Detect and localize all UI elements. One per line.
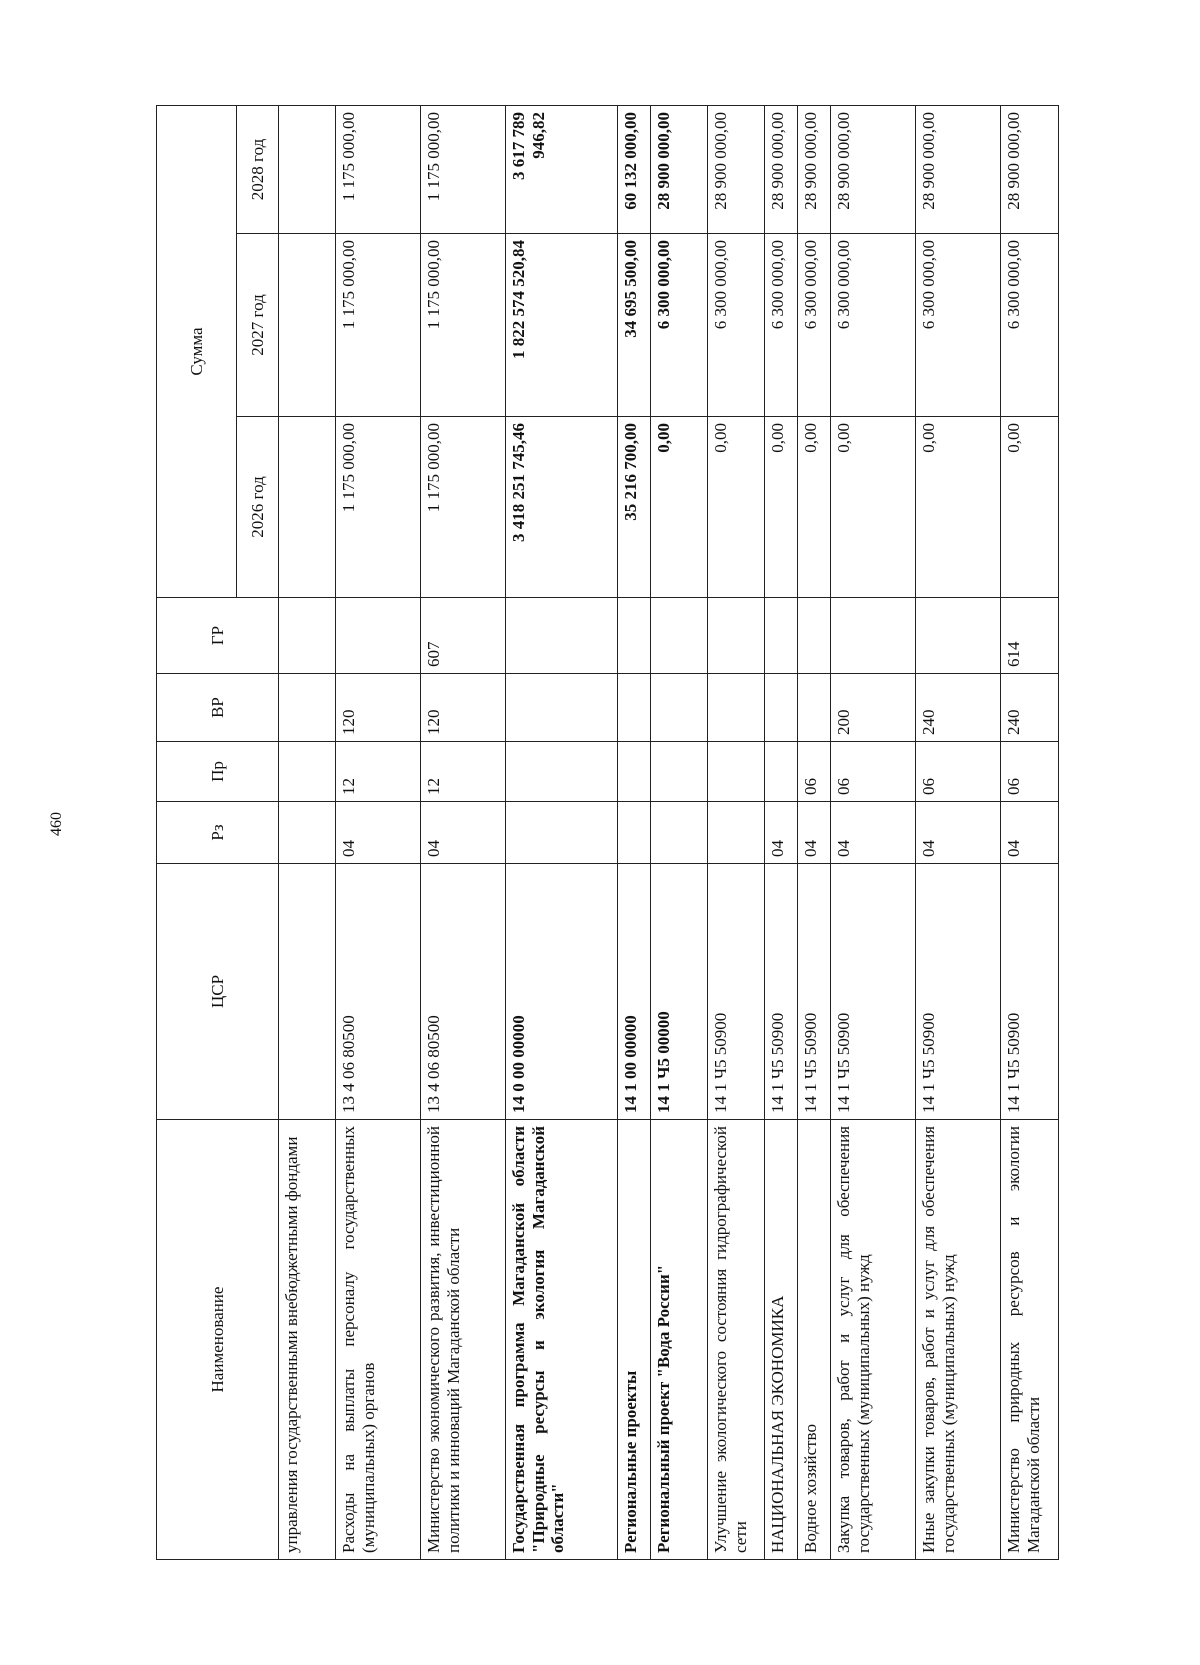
table-body <box>279 105 1059 1559</box>
cell-csr: 14 1 Ч5 00000 <box>651 864 708 1120</box>
cell-csr: 14 0 00 00000 <box>506 864 618 1120</box>
cell-gr <box>831 598 916 674</box>
header-name: Наименование <box>157 1120 279 1560</box>
cell-pr <box>618 742 651 802</box>
cell-y2027: 1 175 000,00 <box>336 234 421 417</box>
cell-rz: 04 <box>1001 802 1059 864</box>
cell-pr <box>651 742 708 802</box>
cell-rz <box>651 802 708 864</box>
cell-y2026: 1 175 000,00 <box>421 417 506 598</box>
cell-y2026: 0,00 <box>798 417 831 598</box>
cell-csr: 13 4 06 80500 <box>336 864 421 1120</box>
cell-y2027: 34 695 500,00 <box>618 234 651 417</box>
table-row <box>708 105 765 1559</box>
cell-y2028: 28 900 000,00 <box>708 105 765 233</box>
cell-vr: 240 <box>1001 674 1059 742</box>
cell-gr <box>279 598 336 674</box>
header-csr: ЦСР <box>157 864 279 1120</box>
cell-vr: 240 <box>916 674 1001 742</box>
cell-csr: 14 1 Ч5 50900 <box>916 864 1001 1120</box>
table-row <box>618 105 651 1559</box>
cell-pr: 12 <box>421 742 506 802</box>
cell-y2027: 1 175 000,00 <box>421 234 506 417</box>
cell-rz <box>618 802 651 864</box>
header-vr: ВР <box>157 674 279 742</box>
table-row <box>831 105 916 1559</box>
cell-gr <box>336 598 421 674</box>
header-pr: Пр <box>157 742 279 802</box>
cell-name: Министерство природных ресурсов и экологии Магаданской области <box>1001 1120 1059 1560</box>
cell-gr <box>708 598 765 674</box>
cell-name: НАЦИОНАЛЬНАЯ ЭКОНОМИКА <box>765 1120 798 1560</box>
cell-pr: 06 <box>831 742 916 802</box>
cell-pr <box>708 742 765 802</box>
cell-csr: 14 1 Ч5 50900 <box>765 864 798 1120</box>
cell-y2027 <box>279 234 336 417</box>
cell-rz: 04 <box>916 802 1001 864</box>
cell-pr <box>279 742 336 802</box>
budget-table <box>156 105 1059 1560</box>
cell-vr <box>506 674 618 742</box>
table-row <box>916 105 1001 1559</box>
header-2026: 2026 год <box>237 417 279 598</box>
page-number: 460 <box>48 812 65 836</box>
cell-pr: 12 <box>336 742 421 802</box>
header-2027: 2027 год <box>237 234 279 417</box>
cell-y2027: 6 300 000,00 <box>708 234 765 417</box>
cell-name: Расходы на выплаты персоналу государственных (муниципальных) органов <box>336 1120 421 1560</box>
header-sum: Сумма <box>157 105 237 597</box>
cell-y2026: 1 175 000,00 <box>336 417 421 598</box>
cell-y2027: 6 300 000,00 <box>651 234 708 417</box>
table-row <box>506 105 618 1559</box>
cell-vr <box>618 674 651 742</box>
cell-vr <box>798 674 831 742</box>
cell-y2028: 1 175 000,00 <box>421 105 506 233</box>
cell-y2027: 6 300 000,00 <box>916 234 1001 417</box>
cell-rz: 04 <box>336 802 421 864</box>
table-row <box>336 105 421 1559</box>
cell-y2027: 6 300 000,00 <box>831 234 916 417</box>
cell-y2028 <box>279 105 336 233</box>
cell-gr <box>916 598 1001 674</box>
cell-name: Улучшение экологического состояния гидрографической сети <box>708 1120 765 1560</box>
cell-y2026: 0,00 <box>1001 417 1059 598</box>
cell-rz <box>279 802 336 864</box>
cell-name: Водное хозяйство <box>798 1120 831 1560</box>
header-2028: 2028 год <box>237 105 279 233</box>
cell-y2026: 0,00 <box>651 417 708 598</box>
cell-y2027: 1 822 574 520,84 <box>506 234 618 417</box>
cell-y2028: 60 132 000,00 <box>618 105 651 233</box>
cell-pr: 06 <box>798 742 831 802</box>
cell-gr <box>765 598 798 674</box>
cell-y2028: 28 900 000,00 <box>1001 105 1059 233</box>
cell-y2028: 3 617 789 946,82 <box>506 105 618 233</box>
cell-name: Закупка товаров, работ и услуг для обеспечения государственных (муниципальных) нужд <box>831 1120 916 1560</box>
cell-rz <box>708 802 765 864</box>
header-gr: ГР <box>157 598 279 674</box>
cell-vr: 200 <box>831 674 916 742</box>
cell-pr <box>506 742 618 802</box>
cell-y2028: 28 900 000,00 <box>916 105 1001 233</box>
cell-gr: 607 <box>421 598 506 674</box>
cell-name: управления государственными внебюджетными фондами <box>279 1120 336 1560</box>
cell-vr: 120 <box>421 674 506 742</box>
cell-y2027: 6 300 000,00 <box>1001 234 1059 417</box>
cell-gr <box>506 598 618 674</box>
cell-rz: 04 <box>765 802 798 864</box>
cell-y2028: 28 900 000,00 <box>651 105 708 233</box>
cell-rz: 04 <box>831 802 916 864</box>
cell-y2026: 0,00 <box>708 417 765 598</box>
budget-table-rotated <box>156 106 1066 1560</box>
table-row <box>765 105 798 1559</box>
cell-vr <box>651 674 708 742</box>
cell-rz <box>506 802 618 864</box>
cell-y2028: 28 900 000,00 <box>798 105 831 233</box>
cell-name: Иные закупки товаров, работ и услуг для обеспечения государственных (муниципальных) нужд <box>916 1120 1001 1560</box>
cell-pr: 06 <box>916 742 1001 802</box>
cell-vr <box>279 674 336 742</box>
cell-y2026: 0,00 <box>831 417 916 598</box>
table-row <box>651 105 708 1559</box>
cell-csr: 14 1 Ч5 50900 <box>1001 864 1059 1120</box>
cell-gr: 614 <box>1001 598 1059 674</box>
cell-csr: 14 1 00 00000 <box>618 864 651 1120</box>
cell-pr: 06 <box>1001 742 1059 802</box>
table-row <box>798 105 831 1559</box>
cell-y2027: 6 300 000,00 <box>798 234 831 417</box>
cell-y2028: 28 900 000,00 <box>831 105 916 233</box>
cell-y2026 <box>279 417 336 598</box>
cell-name: Региональный проект "Вода России" <box>651 1120 708 1560</box>
cell-vr <box>708 674 765 742</box>
cell-y2026: 0,00 <box>765 417 798 598</box>
cell-csr: 14 1 Ч5 50900 <box>708 864 765 1120</box>
cell-name: Региональные проекты <box>618 1120 651 1560</box>
cell-csr: 14 1 Ч5 50900 <box>831 864 916 1120</box>
cell-pr <box>765 742 798 802</box>
cell-gr <box>798 598 831 674</box>
cell-rz: 04 <box>798 802 831 864</box>
cell-y2028: 28 900 000,00 <box>765 105 798 233</box>
cell-vr <box>765 674 798 742</box>
table-row <box>421 105 506 1559</box>
cell-rz: 04 <box>421 802 506 864</box>
cell-csr: 13 4 06 80500 <box>421 864 506 1120</box>
cell-name: Министерство экономического развития, инвестиционной политики и инноваций Магаданской области <box>421 1120 506 1560</box>
table-row <box>279 105 336 1559</box>
cell-y2026: 35 216 700,00 <box>618 417 651 598</box>
header-rz: Рз <box>157 802 279 864</box>
cell-vr: 120 <box>336 674 421 742</box>
cell-gr <box>618 598 651 674</box>
table-row <box>1001 105 1059 1559</box>
cell-csr <box>279 864 336 1120</box>
cell-y2026: 3 418 251 745,46 <box>506 417 618 598</box>
cell-y2028: 1 175 000,00 <box>336 105 421 233</box>
cell-name: Государственная программа Магаданской области "Природные ресурсы и экология Магаданской области" <box>506 1120 618 1560</box>
cell-y2027: 6 300 000,00 <box>765 234 798 417</box>
cell-y2026: 0,00 <box>916 417 1001 598</box>
cell-csr: 14 1 Ч5 50900 <box>798 864 831 1120</box>
cell-gr <box>651 598 708 674</box>
